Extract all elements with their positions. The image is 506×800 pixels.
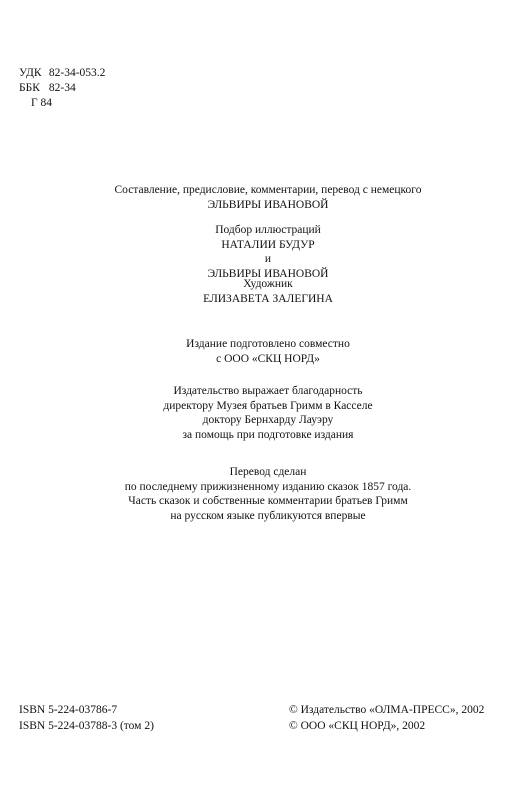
udk-value: 82-34-053.2 (48, 67, 106, 79)
author-mark: Г 84 (31, 97, 53, 109)
thanks-line-4: за помощь при подготовке издания (182, 428, 354, 441)
thanks-line-2: директору Музея братьев Гримм в Касселе (163, 399, 373, 412)
illustrations-name-1: НАТАЛИИ БУДУР (221, 238, 315, 251)
compiler-name: ЭЛЬВИРЫ ИВАНОВОЙ (207, 198, 329, 211)
isbn-line-1: ISBN 5-224-03786-7 (19, 704, 118, 716)
artist-line: Художник (243, 278, 293, 290)
translation-line-3: Часть сказок и собственные комментарии братьев Гримм (128, 495, 408, 507)
edition-line-2: с ООО «СКЦ НОРД» (216, 352, 320, 365)
thanks-line-3: доктору Бернхарду Лауэру (202, 414, 334, 426)
udk-row (19, 66, 105, 81)
copyright-line-1: © Издательство «ОЛМА-ПРЕСС», 2002 (289, 704, 485, 716)
udk-label: УДК (19, 67, 42, 79)
compiler-line: Составление, предисловие, комментарии, перевод с немецкого (114, 184, 422, 196)
thanks-note (15, 384, 506, 442)
illustrations-line: Подбор иллюстраций (215, 224, 321, 236)
illustrations-name-2: ЭЛЬВИРЫ ИВАНОВОЙ (207, 267, 329, 280)
translation-line-4: на русском языке публикуются впервые (170, 509, 366, 522)
bbk-value: 82-34 (48, 82, 76, 94)
translation-note (15, 465, 506, 523)
edition-note (15, 337, 506, 366)
edition-line-1: Издание подготовлено совместно (186, 338, 350, 350)
isbn-block (19, 702, 154, 734)
bbk-label: ББК (19, 82, 40, 94)
copyright-line-2: © ООО «СКЦ НОРД», 2002 (289, 720, 426, 732)
copyright-block (289, 702, 484, 734)
translation-line-2: по последнему прижизненному изданию сказок 1857 года. (124, 480, 412, 493)
artist-credit (15, 277, 506, 306)
isbn-line-2: ISBN 5-224-03788-3 (том 2) (19, 720, 154, 732)
classification-codes (19, 66, 105, 111)
illustrations-and: и (264, 253, 272, 265)
compiler-credit (15, 183, 506, 212)
bbk-row (19, 81, 105, 96)
translation-line-1: Перевод сделан (229, 466, 307, 478)
thanks-line-1: Издательство выражает благодарность (173, 385, 363, 397)
artist-name: ЕЛИЗАВЕТА ЗАЛЕГИНА (203, 292, 333, 305)
illustrations-credit (15, 223, 506, 281)
